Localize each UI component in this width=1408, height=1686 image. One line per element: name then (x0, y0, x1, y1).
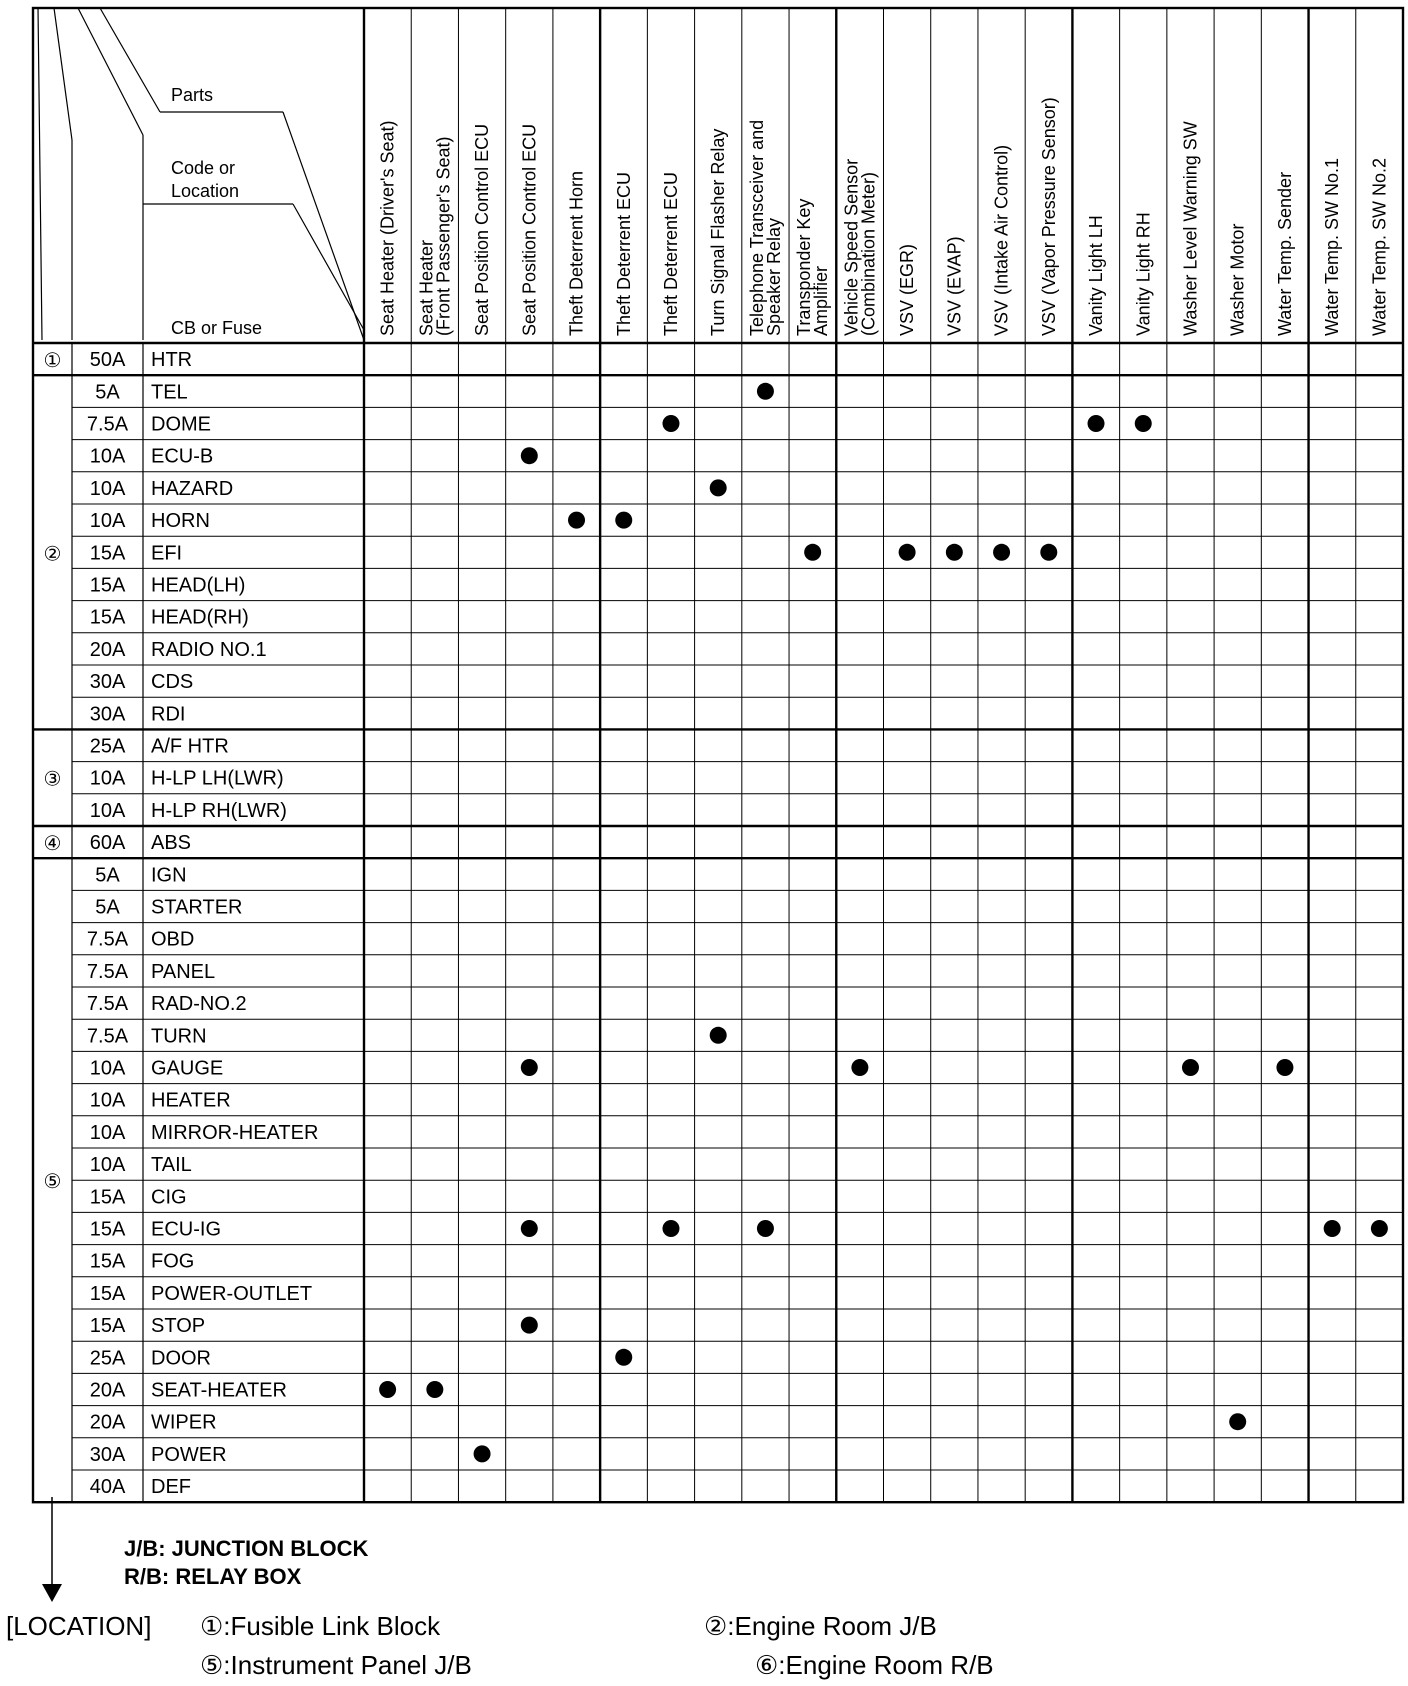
column-header-1: Seat Heater (Driver's Seat) (377, 120, 398, 336)
column-header-18: Washer Level Warning SW (1180, 121, 1201, 336)
fuse-rating: 50A (89, 349, 126, 372)
fuse-rating: 10A (89, 1121, 126, 1144)
fuse-rating: 15A (89, 1315, 126, 1338)
fuse-rating: 15A (89, 574, 126, 597)
column-header-5: Theft Deterrent Horn (566, 170, 587, 336)
fuse-name: DOME (151, 413, 211, 436)
column-header-2-line2: (Front Passenger's Seat) (433, 136, 454, 336)
fuse-rating: 20A (89, 1379, 126, 1402)
fuse-name: IGN (151, 864, 187, 887)
location-code-1: ① (43, 350, 62, 373)
fuse-name: RADIO NO.1 (151, 638, 267, 661)
fuse-name: CDS (151, 671, 194, 694)
fuse-name: DEF (151, 1476, 191, 1499)
fuse-name: MIRROR-HEATER (151, 1121, 319, 1144)
fuse-rating: 10A (89, 510, 126, 533)
fuse-name: HEAD(LH) (151, 574, 246, 597)
connection-dot (521, 1059, 538, 1076)
fuse-name: ABS (151, 832, 192, 855)
connection-dot (615, 512, 632, 529)
location-1: ①:Fusible Link Block (200, 1611, 441, 1641)
column-header-4: Seat Position Control ECU (519, 123, 540, 336)
connection-dot (1324, 1220, 1341, 1237)
location-code-4: ④ (43, 833, 62, 856)
fuse-name: ECU-B (151, 445, 214, 468)
fuse-rating: 10A (89, 799, 126, 822)
location-code-3: ③ (43, 768, 62, 791)
fuse-rating: 30A (89, 1443, 126, 1466)
fuse-rating: 15A (89, 1250, 126, 1273)
location-code-2: ② (43, 543, 62, 566)
fuse-rating: 5A (95, 896, 120, 919)
column-header-10-line1: Transponder Key (794, 198, 815, 336)
fuse-rating: 20A (89, 1411, 126, 1434)
fuse-name: HTR (151, 349, 193, 372)
column-header-17: Vanity Light RH (1133, 212, 1154, 336)
connection-dot (1088, 415, 1105, 432)
connection-dot (568, 512, 585, 529)
connection-dot (710, 1027, 727, 1044)
fuse-rating: 10A (89, 445, 126, 468)
connection-dot (993, 544, 1010, 561)
fuse-name: FOG (151, 1250, 195, 1273)
fuse-name: RDI (151, 703, 186, 726)
connection-dot (521, 447, 538, 464)
cb-fuse-label: CB or Fuse (171, 318, 263, 338)
column-header-16: Vanity Light LH (1086, 215, 1107, 336)
fuse-name: CIG (151, 1186, 187, 1209)
connection-dot (1229, 1413, 1246, 1430)
fuse-rating: 10A (89, 1089, 126, 1112)
column-header-11-line1: Vehicle Speed Sensor (841, 158, 862, 336)
column-header-9-line1: Telephone Transceiver and (746, 119, 767, 336)
legend-rb: R/B: RELAY BOX (124, 1564, 302, 1589)
column-header-19: Washer Motor (1227, 223, 1248, 336)
column-header-11-line2: (Combination Meter) (858, 171, 879, 336)
fuse-name: PANEL (151, 960, 216, 983)
column-header-12: VSV (EGR) (897, 243, 918, 336)
connection-dot (615, 1349, 632, 1366)
fuse-name: HEATER (151, 1089, 231, 1112)
fuse-name: POWER (151, 1443, 227, 1466)
fuse-rating: 15A (89, 542, 126, 565)
fuse-name: WIPER (151, 1411, 217, 1434)
fuse-name: RAD-NO.2 (151, 993, 247, 1016)
fuse-name: ECU-IG (151, 1218, 221, 1241)
fuse-rating: 25A (89, 1347, 126, 1370)
fuse-name: EFI (151, 542, 183, 565)
row-cells (44, 349, 319, 1498)
fuse-rating: 60A (89, 832, 126, 855)
connection-dot (804, 544, 821, 561)
fuse-rating: 10A (89, 1154, 126, 1177)
fuse-rating: 10A (89, 1057, 126, 1080)
fuse-name: STARTER (151, 896, 243, 919)
fuse-rating: 7.5A (86, 993, 129, 1016)
connection-dot (1182, 1059, 1199, 1076)
fuse-rating: 10A (89, 767, 126, 790)
fuse-name: SEAT-HEATER (151, 1379, 287, 1402)
fuse-name: HEAD(RH) (151, 606, 249, 629)
fuse-rating: 30A (89, 671, 126, 694)
location-2: ②:Engine Room J/B (704, 1611, 937, 1641)
connection-dot (662, 1220, 679, 1237)
fuse-name: HAZARD (151, 477, 234, 500)
connection-dot (379, 1381, 396, 1398)
column-header-6: Theft Deterrent ECU (613, 171, 634, 336)
arrow-down-icon (42, 1584, 62, 1602)
fuse-name: TAIL (151, 1154, 192, 1177)
fuse-name: STOP (151, 1315, 206, 1338)
connection-dot (710, 479, 727, 496)
fuse-name: OBD (151, 928, 195, 951)
connection-dot (899, 544, 916, 561)
fuse-rating: 5A (95, 864, 120, 887)
column-header-20: Water Temp. Sender (1274, 171, 1295, 336)
fuse-rating: 25A (89, 735, 126, 758)
connection-dot (757, 383, 774, 400)
location-label: [LOCATION] (6, 1611, 152, 1641)
location-arrow (42, 1497, 62, 1602)
column-header-7: Theft Deterrent ECU (660, 171, 681, 336)
fuse-rating: 30A (89, 703, 126, 726)
fuse-rating: 10A (89, 477, 126, 500)
connection-dot (1276, 1059, 1293, 1076)
location-5: ⑤:Instrument Panel J/B (200, 1650, 472, 1680)
fuse-name: DOOR (151, 1347, 211, 1370)
column-header-15: VSV (Vapor Pressure Sensor) (1038, 97, 1059, 336)
connection-dot (474, 1445, 491, 1462)
connection-dot (662, 415, 679, 432)
fuse-rating: 20A (89, 638, 126, 661)
connection-dot (1040, 544, 1057, 561)
fuse-name: POWER-OUTLET (151, 1282, 313, 1305)
fuse-rating: 7.5A (86, 928, 129, 951)
column-header-21: Water Temp. SW No.1 (1322, 157, 1343, 336)
column-header-2-line1: Seat Heater (416, 239, 437, 336)
code-label-line1: Code or (171, 158, 236, 178)
column-header-13: VSV (EVAP) (944, 236, 965, 336)
parts-label: Parts (171, 85, 214, 105)
fuse-rating: 15A (89, 606, 126, 629)
fuse-rating: 40A (89, 1476, 126, 1499)
column-header-3: Seat Position Control ECU (472, 123, 493, 336)
column-header-14: VSV (Intake Air Control) (991, 144, 1012, 336)
fuse-name: H-LP LH(LWR) (151, 767, 284, 790)
fuse-rating: 15A (89, 1186, 126, 1209)
location-6: ⑥:Engine Room R/B (755, 1650, 994, 1680)
column-header-9-line2: Speaker Relay (763, 217, 784, 336)
fuse-rating: 7.5A (86, 960, 129, 983)
connection-dot (1135, 415, 1152, 432)
fuse-name: H-LP RH(LWR) (151, 799, 287, 822)
legend-jb: J/B: JUNCTION BLOCK (124, 1536, 369, 1561)
fuse-rating: 15A (89, 1282, 126, 1305)
column-header-8: Turn Signal Flasher Relay (708, 128, 729, 336)
column-header-22: Water Temp. SW No.2 (1369, 157, 1390, 336)
code-label-line2: Location (171, 181, 240, 201)
fuse-name: TURN (151, 1025, 207, 1048)
column-header-10-line2: Amplifier (811, 265, 832, 336)
connection-dot (851, 1059, 868, 1076)
location-code-5: ⑤ (43, 1171, 62, 1194)
fuse-rating: 7.5A (86, 1025, 129, 1048)
connection-dot (1371, 1220, 1388, 1237)
fuse-name: HORN (151, 510, 210, 533)
fuse-rating: 5A (95, 381, 120, 404)
fuse-name: A/F HTR (151, 735, 229, 758)
connection-dot (521, 1317, 538, 1334)
connection-dot (757, 1220, 774, 1237)
connection-dot (946, 544, 963, 561)
connection-dot (426, 1381, 443, 1398)
fuse-rating: 15A (89, 1218, 126, 1241)
fuse-name: TEL (151, 381, 188, 404)
connection-dot (521, 1220, 538, 1237)
fuse-name: GAUGE (151, 1057, 224, 1080)
fuse-rating: 7.5A (86, 413, 129, 436)
